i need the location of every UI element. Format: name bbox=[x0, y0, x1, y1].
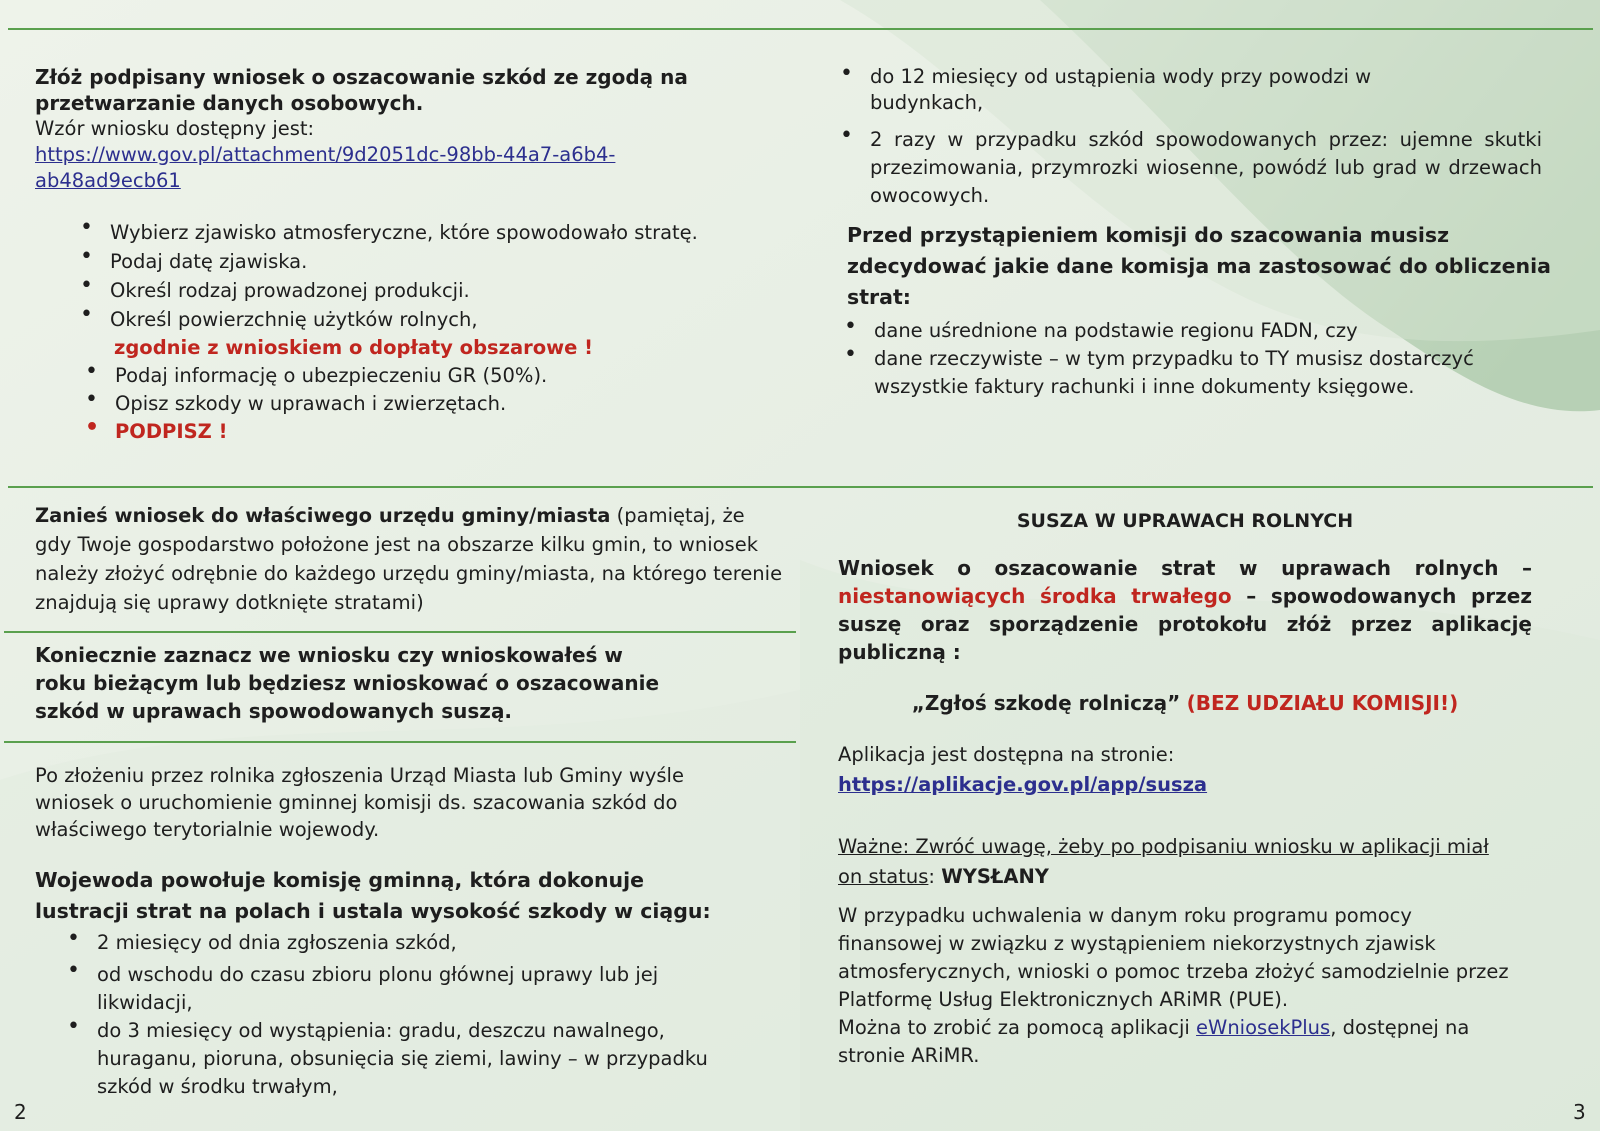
app-label: Aplikacja jest dostępna na stronie: bbox=[838, 743, 1175, 766]
drought-para-red: niestanowiących środka trwałego bbox=[838, 584, 1232, 608]
top-rule bbox=[8, 28, 1593, 30]
status-value: WYSŁANY bbox=[941, 865, 1049, 888]
list-item: • Określ powierzchnię użytków rolnych, bbox=[110, 305, 780, 334]
top-left-section bbox=[35, 64, 765, 194]
app-name: „Zgłoś szkodę rolniczą” bbox=[911, 691, 1181, 715]
list-item: • Podaj informację o ubezpieczeniu GR (50%). bbox=[115, 362, 780, 390]
ewniosek-link[interactable]: eWniosekPlus bbox=[1196, 1016, 1331, 1039]
rule-before-mark bbox=[4, 631, 796, 633]
office-rest: (pamiętaj, że gdy Twoje gospodarstwo położone jest na obszarze kilku gmin, to wniosek należy złożyć odrębnie do każdego urzędu gminy/miasta, na którego terenie znajdują się uprawy dotknięte stratami) bbox=[35, 504, 783, 614]
app-line bbox=[838, 689, 1532, 717]
office-bold: Zanieś wniosek do właściwego urzędu gminy/miasta bbox=[35, 504, 611, 527]
mark-heading: Koniecznie zaznacz we wniosku czy wnioskowałeś w roku bieżącym lub będziesz wnioskować o oszacowanie szkód w uprawach spowodowanych suszą. bbox=[35, 643, 660, 723]
bottom-left-after bbox=[35, 762, 745, 1101]
middle-rule bbox=[8, 486, 1593, 488]
voivode-heading: Wojewoda powołuje komisję gminną, która dokonuje lustracji strat na polach i ustala wysokość szkody w ciągu: bbox=[35, 868, 711, 923]
ewniosek-post: , dostępnej na stronie ARiMR. bbox=[838, 1016, 1470, 1067]
list-item: • do 3 miesięcy od wystąpienia: gradu, deszczu nawalnego, huraganu, pioruna, obsunięcia się ziemi, lawiny – w przypadku szkód w środku trwałym, bbox=[97, 1017, 757, 1101]
area-note: zgodnie z wnioskiem o dopłaty obszarowe ! bbox=[114, 336, 594, 359]
important-note bbox=[838, 832, 1518, 892]
list-item: • 2 miesięcy od dnia zgłoszenia szkód, bbox=[97, 929, 745, 957]
page-number-right: 3 bbox=[1573, 1100, 1586, 1124]
app-note: (BEZ UDZIAŁU KOMISJI!) bbox=[1186, 691, 1459, 715]
template-link[interactable] bbox=[35, 142, 755, 194]
bottom-left-section bbox=[35, 501, 785, 617]
list-item: • od wschodu do czasu zbioru plonu głównej uprawy lub jej likwidacji, bbox=[97, 961, 717, 1017]
template-url-line1[interactable]: https://www.gov.pl/attachment/9d2051dc-98bb-44a7-a6b4- bbox=[35, 143, 616, 166]
office-paragraph bbox=[35, 501, 785, 617]
ewniosek-pre: Można to zrobić za pomocą aplikacji bbox=[838, 1016, 1197, 1039]
important-colon: : bbox=[928, 865, 935, 888]
drought-paragraph bbox=[838, 554, 1532, 666]
list-item: • Podaj datę zjawiska. bbox=[110, 247, 780, 276]
bottom-right-section bbox=[838, 508, 1532, 1070]
program-paragraph: W przypadku uchwalenia w danym roku programu pomocy finansowej w związku z wystąpieniem niekorzystnych zjawisk atmosferycznych, wnioski o pomoc trzeba złożyć samodzielnie przez Platformę Usług Elektronicznych ARiMR (PUE). bbox=[838, 904, 1509, 1011]
list-item: • Określ rodzaj prowadzonej produkcji. bbox=[110, 276, 780, 305]
list-item: • 2 razy w przypadku szkód spowodowanych przez: ujemne skutki przezimowania, przymrozki wiosenne, powódź lub grad w drzewach owocowych. bbox=[870, 126, 1542, 210]
list-item: • Opisz szkody w uprawach i zwierzętach. bbox=[115, 390, 780, 418]
page-number-left: 2 bbox=[14, 1100, 27, 1124]
app-url-link[interactable]: https://aplikacje.gov.pl/app/susza bbox=[838, 773, 1208, 796]
sign-item: • PODPISZ ! bbox=[115, 418, 780, 446]
drought-para-b: – spowodowanych przez suszę oraz sporządzenie protokołu złóż przez aplikację publiczną : bbox=[838, 584, 1532, 664]
top-right-decision bbox=[847, 220, 1577, 401]
rule-after-mark bbox=[4, 741, 796, 743]
submit-heading: Złóż podpisany wniosek o oszacowanie szkód ze zgodą na przetwarzanie danych osobowych. bbox=[35, 65, 688, 115]
template-url-line2[interactable]: ab48ad9ecb61 bbox=[35, 169, 181, 192]
decision-heading: Przed przystąpieniem komisji do szacowania musisz zdecydować jakie dane komisja ma zastosować do obliczenia strat: bbox=[847, 223, 1551, 309]
list-item: • Wybierz zjawisko atmosferyczne, które spowodowało stratę. bbox=[110, 218, 780, 247]
list-item: • dane rzeczywiste – w tym przypadku to TY musisz dostarczyć wszystkie faktury rachunki i inne dokumenty księgowe. bbox=[874, 345, 1554, 401]
drought-para-a: Wniosek o oszacowanie strat w uprawach rolnych – bbox=[838, 556, 1532, 580]
drought-title: SUSZA W UPRAWACH ROLNYCH bbox=[1016, 510, 1354, 532]
important-underlined: Ważne: Zwróć uwagę, żeby po podpisaniu wniosku w aplikacji miał on status bbox=[838, 835, 1489, 888]
ewniosek-paragraph bbox=[838, 1014, 1518, 1070]
mark-box bbox=[35, 641, 675, 725]
list-item: • do 12 miesięcy od ustąpienia wody przy powodzi w budynkach, bbox=[870, 64, 1390, 116]
list-item: • dane uśrednione na podstawie regionu FADN, czy bbox=[874, 317, 1577, 345]
top-right-bullets bbox=[870, 64, 1542, 210]
template-label: Wzór wniosku dostępny jest: bbox=[35, 117, 315, 140]
top-left-bullets bbox=[110, 218, 780, 446]
after-paragraph: Po złożeniu przez rolnika zgłoszenia Urząd Miasta lub Gminy wyśle wniosek o uruchomienie gminnej komisji ds. szacowania szkód do właściwego terytorialnie wojewody. bbox=[35, 764, 684, 841]
